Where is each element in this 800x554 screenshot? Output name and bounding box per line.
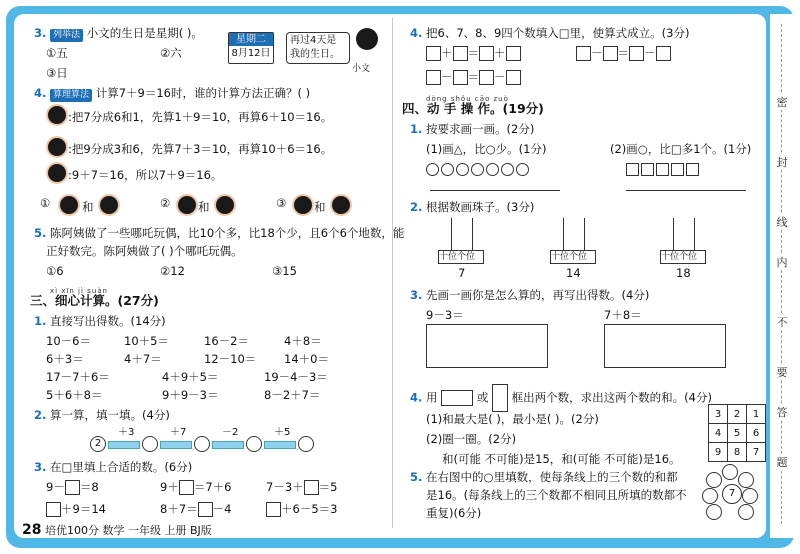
sec3-pinyin: xì xīn jì suàn [50,287,108,295]
calendar-card [228,32,274,64]
child-avatar [98,194,120,216]
s4q1-title: 1. 按要求画一画。(2分) [410,122,535,136]
seal-char: 线 [772,214,792,230]
q4-method: :把7分成6和1，先算1＋9＝10，再算6＋10＝16。 [68,110,333,124]
answer-box[interactable] [46,502,61,517]
footer [22,522,212,538]
s4q4b-line2: (2)圈一圈。(2分) [426,432,517,446]
flower-circle[interactable] [738,472,754,488]
q4-tag: 算理算法 [50,89,92,102]
child-avatar [292,194,314,216]
seq-arrow [160,441,192,449]
girl-avatar [356,28,378,50]
page-number: 28 [22,522,42,538]
column-divider [392,18,393,528]
speech-bubble: 再过4天是我的生日。 [286,32,350,64]
r-q4-title: 4. 把6、7、8、9四个数填入□里，使算式成立。(3分) [410,26,690,40]
child-avatar [58,194,80,216]
seq-answer-circle[interactable] [246,436,262,452]
seal-char: 要 [772,364,792,380]
abacus-value: 14 [566,266,581,280]
q5-option[interactable]: ②12 [160,264,185,278]
seal-char: 答 [772,404,792,420]
flower-circle[interactable] [742,488,758,504]
seq-answer-circle[interactable] [194,436,210,452]
abacus-value: 7 [458,266,466,280]
fill-item: 8＋7＝ －4 [160,502,232,516]
answer-box[interactable] [266,502,281,517]
s4q4b-line3: 和(可能 不可能)是15，和(可能 不可能)是16。 [442,452,681,466]
seq-arrow [212,441,244,449]
calendar-day: 星期二 [229,33,273,46]
s4q4b-title: 4. 用 或 框出两个数，求出这两个数的和。(4分) [410,384,712,412]
s4q5-line3: 重复)(6分) [426,506,482,520]
q3-option[interactable]: ②六 [160,46,182,60]
seq-start: 2 [90,436,106,452]
seal-line-sidebar [770,14,794,538]
s3q1-title: 1. 直接写出得数。(14分) [34,314,166,328]
calc-item[interactable]: 5＋6＋8＝ [46,388,103,402]
square-row [626,162,701,176]
seq-op: －2 [222,427,239,438]
calc-item[interactable]: 14＋0＝ [284,352,329,366]
child-avatar [46,162,68,184]
answer-box[interactable] [65,480,80,495]
sec4-title: 四、动 手 操 作。(19分) [402,101,544,116]
equation-boxes: ＋ ＝ ＋ [426,46,521,61]
fill-item: 9－ ＝8 [46,480,99,494]
child-avatar [214,194,236,216]
child-avatar [46,104,68,126]
footer-text: 培优100分 数学 一年级 上册 BJ版 [44,524,212,537]
seq-op: ＋3 [118,427,135,438]
q4-method: :把9分成3和6，先算7＋3＝10，再算10＋6＝16。 [68,142,333,156]
calc-item[interactable]: 10＋5＝ [124,334,169,348]
q5-line: 5. 陈阿姨做了一些哪吒玩偶，比10个多，比18个少，且6个6个地数，能 [34,226,405,240]
seal-char: 不 [772,314,792,330]
fill-item: ＋6－5＝3 [266,502,337,517]
q3-tag: 列举法 [50,29,83,42]
equation-boxes: － ＝ － [426,70,521,85]
circle-row [426,162,531,176]
seal-char: 密 [772,94,792,110]
q4-option-marker[interactable]: ③ [276,196,287,210]
calc-item[interactable]: 19－4－3＝ [264,370,328,384]
q5-option[interactable]: ③15 [272,264,297,278]
flower-circle[interactable] [722,464,738,480]
seq-op: ＋5 [274,427,291,438]
child-avatar [46,136,68,158]
fill-item: ＋9＝14 [46,502,106,517]
q3-option[interactable]: ①五 [46,46,68,60]
seq-arrow [264,441,296,449]
draw-area[interactable] [426,324,548,368]
calc-item[interactable]: 4＋9＋5＝ [162,370,219,384]
seal-char: 内 [772,254,792,270]
fill-item: 7－3＋ ＝5 [266,480,338,494]
abacus-value: 18 [676,266,691,280]
calendar-date: 8月12日 [231,48,271,59]
seal-char: 题 [772,454,792,470]
child-avatar [176,194,198,216]
flower-circle[interactable] [706,504,722,520]
draw-area[interactable] [604,324,726,368]
and-label: 和 [198,200,210,214]
s3q3-title: 3. 在□里填上合适的数。(6分) [34,460,193,474]
s3q2-title: 2. 算一算，填一填。(4分) [34,408,170,422]
s4q1-right: (2)画○，比□多1个。(1分) [610,142,752,156]
q4-option-marker[interactable]: ① [40,196,51,210]
s4q1-left: (1)画△，比○少。(1分) [426,142,547,156]
child-avatar [330,194,352,216]
flower-center: 7 [722,484,742,504]
s4q2-title: 2. 根据数画珠子。(3分) [410,200,535,214]
and-label: 和 [82,200,94,214]
draw-line[interactable] [626,190,746,191]
calc-item[interactable]: 9＋9－3＝ [162,388,219,402]
equation-boxes: － ＝ － [576,46,671,61]
sec4-pinyin: dòng shǒu cāo zuò [426,95,509,103]
and-label: 和 [314,200,326,214]
s4q4b-line1: (1)和最大是( )，最小是( )。(2分) [426,412,599,426]
calc-item[interactable]: 4＋7＝ [124,352,162,366]
calc-item[interactable]: 17－7＋6＝ [46,370,110,384]
q5-line2: 正好数完。陈阿姨做了( )个哪吒玩偶。 [46,244,243,258]
seq-answer-circle[interactable] [298,436,314,452]
answer-box[interactable] [179,480,194,495]
calc-item[interactable]: 8－2＋7＝ [264,388,321,402]
seq-arrow [108,441,140,449]
q4-method: :9＋7＝16，所以7＋9＝16。 [68,168,223,182]
q4-option-marker[interactable]: ② [160,196,171,210]
s4q5-line1: 5. 在右图中的○里填数，使每条线上的三个数的和都 [410,470,678,484]
calc-item[interactable]: 12－10＝ [204,352,257,366]
q4-line: 4. 算理算法 计算7＋9＝16时，谁的计算方法正确？( ) [34,86,311,100]
q5-option[interactable]: ①6 [46,264,64,278]
calc-item[interactable]: 6＋3＝ [46,352,84,366]
flower-circle[interactable] [702,488,718,504]
flower-circle[interactable] [738,504,754,520]
s4q5-line2: 是16。(每条线上的三个数都不相同且所填的数都不 [426,488,687,502]
calc-item[interactable]: 16－2＝ [204,334,249,348]
s4q3-right: 7＋8＝ [604,308,642,322]
seq-op: ＋7 [170,427,187,438]
fill-item: 9＋ ＝7＋6 [160,480,232,494]
s4q3-left: 9－3＝ [426,308,464,322]
q3-line: 3. 列举法 小文的生日是星期( )。 [34,26,203,40]
girl-label: 小文 [352,64,371,74]
answer-box[interactable] [198,502,213,517]
sec3-title: 三、细心计算。(27分) [30,293,159,308]
seal-char: 封 [772,154,792,170]
s4q3-title: 3. 先画一画你是怎么算的，再写出得数。(4分) [410,288,650,302]
answer-box[interactable] [304,480,319,495]
q3-option[interactable]: ③日 [46,66,68,80]
calc-item[interactable]: 10－6＝ [46,334,91,348]
draw-line[interactable] [430,190,560,191]
seq-answer-circle[interactable] [142,436,158,452]
flower-circle[interactable] [706,472,722,488]
number-grid: 3 2 1 4 5 6 9 8 7 [708,404,766,462]
calc-item[interactable]: 4＋8＝ [284,334,322,348]
